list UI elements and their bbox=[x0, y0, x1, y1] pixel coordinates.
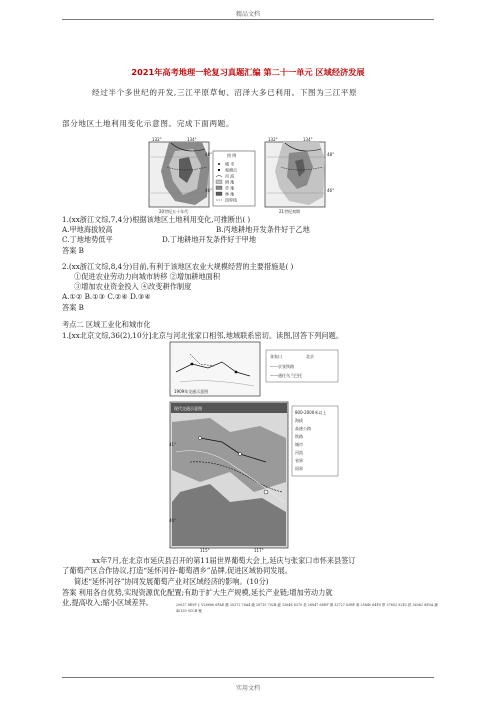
q1-option-c: C.丁地地势低平 bbox=[62, 235, 113, 244]
legend-bottom-item: 城市 bbox=[295, 442, 303, 447]
legend-bottom-item: 铁路 bbox=[295, 434, 303, 439]
legend-top-item: 张家口 bbox=[270, 354, 282, 359]
q3-paragraph-1: xx年7月,在北京市延庆县召开的第11届世界葡萄大会上,延庆与张家口市怀来县签订 bbox=[92, 556, 356, 565]
lat-40: 40° bbox=[169, 518, 177, 523]
legend-bottom-item: 省界 bbox=[295, 458, 303, 463]
map-1909-caption: 1909年交通示意图 bbox=[174, 389, 209, 394]
page-header: 精品文档 bbox=[235, 11, 260, 18]
q2-line-1: ①促进农业劳动力向城市转移 ②增加耕地面积 bbox=[74, 272, 221, 281]
modern-map-title: 现代交通示意图 bbox=[174, 406, 202, 411]
q3-stem: 1.[xx北京文综,36(2),10分]北京与河北张家口相邻,地域联系密切。读图,回答下列问题。 bbox=[62, 331, 344, 340]
lat-46-right: 46° bbox=[327, 188, 335, 193]
lon-134-right: 134° bbox=[303, 137, 313, 142]
lon-132-right: 132° bbox=[268, 137, 278, 142]
lon-132-left: 132° bbox=[152, 137, 162, 142]
legend-bottom-item: 河流 bbox=[295, 450, 303, 455]
lat-48-right: 48° bbox=[327, 152, 335, 157]
legend-title: 图 例 bbox=[227, 153, 237, 158]
legend-bottom-item: 国界 bbox=[295, 466, 303, 471]
legend-item: 国界线 bbox=[225, 197, 237, 203]
lat-41: 41° bbox=[169, 442, 177, 447]
lon-115: 115° bbox=[200, 548, 210, 553]
legend-top-item: 北京 bbox=[306, 354, 314, 359]
q1-option-d: D.丁地耕地开发条件好于甲地 bbox=[162, 235, 257, 244]
lat-48-left: 48° bbox=[205, 152, 213, 157]
transport-figure bbox=[169, 342, 340, 553]
lon-134-left: 134° bbox=[187, 137, 197, 142]
page-title: 2021年高考地理一轮复习真题汇编 第二十一单元 区域经济发展 bbox=[131, 67, 365, 77]
legend-bottom-item: 800-2000米以上 bbox=[295, 410, 327, 415]
legend-item: 河 流 bbox=[225, 173, 235, 179]
q1-stem: 1.(xx浙江文综,7,4分)根据该地区土地利用变化,可推断出( ) bbox=[62, 215, 251, 224]
lon-117: 117° bbox=[254, 548, 264, 553]
legend-item: 城 市 bbox=[225, 161, 235, 167]
q1-option-b: B.丙地耕地开发条件好于乙地 bbox=[216, 225, 310, 234]
land-use-figure bbox=[147, 137, 347, 214]
legend-item: 耕 地 bbox=[225, 179, 235, 185]
intro-line-1: 经过半个多世纪的开发,三江平原草甸、沼泽大多已利用。下图为三江平原 bbox=[92, 88, 358, 97]
q2-options: A.①② B.①③ C.②④ D.③④ bbox=[62, 292, 151, 301]
q2-stem: 2.(xx浙江文综,8,4分)目前,有利于该地区农业大规模经营的主要措施是( ) bbox=[62, 262, 294, 271]
legend-top-item: ——通往乌兰巴托 bbox=[270, 373, 302, 378]
left-map-caption: 20世纪五十年代 bbox=[159, 209, 189, 214]
q2-answer: 答案 B bbox=[62, 303, 84, 312]
q3-answer-noise: 20037 8E9F 纟V28686 6FAE 漮 30372 76A4 皤 28715 702B 瀫 33648 8370 荰 26847 68DF 棟 33727 83BF 莿 25840 64F0 擰 37602 92E2 鋢 36362 8E0A 踊 40139 9CCB 鳋 bbox=[176, 603, 438, 613]
q1-answer: 答案 B bbox=[62, 246, 84, 255]
header-divider bbox=[62, 19, 434, 20]
legend-item: 观测点 bbox=[225, 167, 237, 173]
section-heading: 考点二 区域工业化和城市化 bbox=[62, 320, 151, 329]
intro-line-2: 部分地区土地利用变化示意图。完成下面两题。 bbox=[62, 119, 235, 128]
footer-divider bbox=[62, 677, 434, 678]
legend-bottom-item: 海拔 bbox=[295, 418, 303, 423]
legend-bottom-item: 高速公路 bbox=[295, 426, 311, 431]
q2-line-2: ③增加农业资金投入 ④改变耕作制度 bbox=[74, 282, 192, 291]
q3-paragraph-2: 了葡萄产区合作协议,打造“延怀河谷·葡萄酒乡”品牌,促进区域协同发展。 bbox=[62, 566, 292, 575]
legend-top-item: ——京张铁路 bbox=[270, 364, 294, 369]
q3-answer-line-2: 业,提高收入;缩小区域差异。 bbox=[62, 598, 153, 607]
transport-maps bbox=[169, 342, 340, 553]
land-use-maps bbox=[147, 137, 347, 214]
q3-answer-line-1: 答案 利用各自优势,实现资源优化配置;有助于扩大生产规模,延长产业链;增加劳动力就 bbox=[62, 588, 333, 597]
lat-46-left: 46° bbox=[205, 188, 213, 193]
q1-option-a: A.甲地海拔较高 bbox=[62, 225, 113, 234]
legend-item: 草 地 bbox=[225, 185, 235, 191]
page-footer: 实用文档 bbox=[235, 685, 260, 692]
right-map-caption: 21世纪初期 bbox=[279, 209, 301, 214]
q3-paragraph-3: 简述“延怀河谷”协同发展葡萄产业对区域经济的影响。(10分) bbox=[74, 577, 269, 586]
legend-item: 林 地 bbox=[225, 191, 235, 197]
